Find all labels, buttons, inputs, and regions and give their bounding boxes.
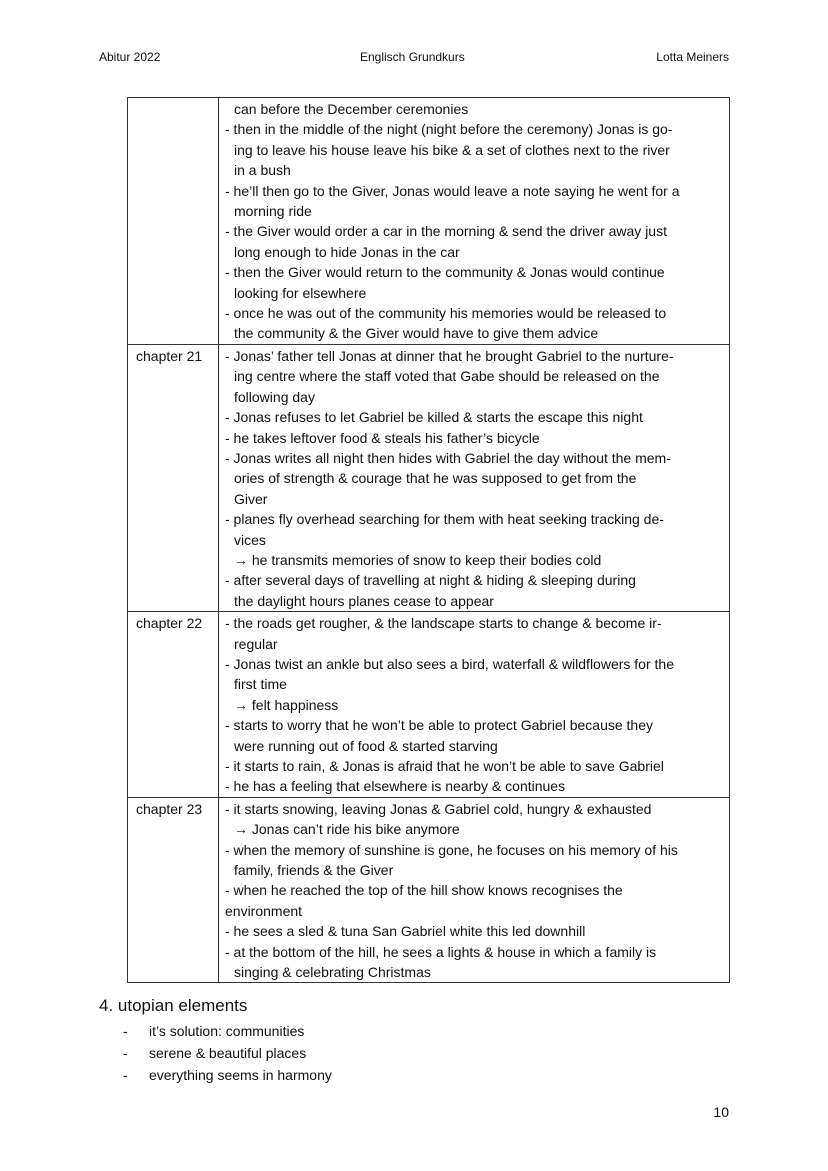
summary-line: singing & celebrating Christmas	[234, 964, 431, 981]
list-item-text: everything seems in harmony	[149, 1067, 332, 1083]
list-dash: -	[123, 1067, 128, 1083]
summary-line: in a bush	[234, 162, 291, 179]
summary-line: ing to leave his house leave his bike & a set of clothes next to the river	[234, 141, 670, 158]
summary-line: - he sees a sled & tuna San Gabriel white this led downhill	[225, 923, 586, 940]
summary-line: - then the Giver would return to the community & Jonas would continue	[225, 264, 665, 281]
summary-cell	[219, 612, 730, 798]
summary-line: - Jonas refuses to let Gabriel be killed & starts the escape this night	[225, 409, 643, 426]
summary-line: → he transmits memories of snow to keep their bodies cold	[234, 551, 602, 568]
summary-line: following day	[234, 388, 315, 405]
summary-line: regular	[234, 635, 278, 652]
summary-line: looking for elsewhere	[234, 284, 367, 301]
header-course: Englisch Grundkurs	[360, 50, 465, 64]
summary-line: - Jonas twist an ankle but also sees a bird, waterfall & wildflowers for the	[225, 655, 674, 672]
summary-line: first time	[234, 676, 287, 693]
summary-line: were running out of food & started starving	[234, 737, 498, 754]
summary-line: → felt happiness	[234, 696, 339, 713]
summary-line: long enough to hide Jonas in the car	[234, 243, 460, 260]
list-item-text: serene & beautiful places	[149, 1045, 307, 1061]
list-dash: -	[123, 1023, 128, 1039]
summary-line: - it starts snowing, leaving Jonas & Gabriel cold, hungry & exhausted	[225, 800, 652, 817]
summary-line: - after several days of travelling at night & hiding & sleeping during	[225, 572, 636, 589]
summary-cell	[219, 98, 730, 345]
summary-line: - he has a feeling that elsewhere is nearby & continues	[225, 778, 566, 795]
table-row	[128, 797, 730, 983]
table-row	[128, 98, 730, 345]
summary-line: vices	[234, 531, 266, 548]
summary-line: - it starts to rain, & Jonas is afraid that he won’t be able to save Gabriel	[225, 758, 664, 774]
summary-line: the daylight hours planes cease to appear	[234, 592, 494, 609]
chapter-cell: chapter 22	[128, 612, 219, 798]
summary-line: - then in the middle of the night (night before the ceremony) Jonas is go-	[225, 121, 673, 138]
page-header	[0, 50, 828, 68]
summary-line: - planes fly overhead searching for them with heat seeking tracking de-	[225, 511, 664, 528]
summary-line: - at the bottom of the hill, he sees a lights & house in which a family is	[225, 943, 657, 960]
list-item-text: it’s solution: communities	[149, 1023, 305, 1039]
summary-line: → Jonas can’t ride his bike anymore	[234, 821, 460, 838]
summary-line: - he takes leftover food & steals his father’s bicycle	[225, 429, 540, 446]
summary-line: - when the memory of sunshine is gone, he focuses on his memory of his	[225, 841, 678, 858]
page-number: 10	[713, 1104, 729, 1120]
summary-line: - Jonas’ father tell Jonas at dinner that he brought Gabriel to the nurture-	[225, 347, 674, 364]
table-row	[128, 344, 730, 611]
chapter-cell: chapter 21	[128, 344, 219, 611]
summary-line: environment	[225, 902, 303, 919]
list-dash: -	[123, 1045, 128, 1061]
summary-line: ing centre where the staff voted that Gabe should be released on the	[234, 368, 660, 385]
header-exam: Abitur 2022	[99, 50, 161, 64]
section-title: 4. utopian elements	[99, 996, 248, 1015]
summary-line: - the Giver would order a car in the morning & send the driver away just	[225, 223, 667, 240]
chapter-cell	[128, 98, 219, 345]
summary-line: the community & the Giver would have to give them advice	[234, 325, 599, 342]
chapter-cell: chapter 23	[128, 797, 219, 983]
table-row	[128, 612, 730, 798]
summary-cell	[219, 797, 730, 983]
summary-line: can before the December ceremonies	[234, 101, 469, 117]
summary-line: morning ride	[234, 203, 312, 220]
summary-line: family, friends & the Giver	[234, 862, 394, 879]
chapter-summary-table	[127, 97, 730, 983]
summary-line: - the roads get rougher, & the landscape starts to change & become ir-	[225, 615, 662, 632]
summary-line: - once he was out of the community his memories would be released to	[225, 305, 667, 322]
summary-line: ories of strength & courage that he was supposed to get from the	[234, 470, 637, 487]
summary-line: - starts to worry that he won’t be able to protect Gabriel because they	[225, 717, 653, 734]
summary-line: - Jonas writes all night then hides with Gabriel the day without the mem-	[225, 449, 671, 466]
summary-cell	[219, 344, 730, 611]
summary-line: Giver	[234, 490, 268, 507]
header-author: Lotta Meiners	[656, 50, 729, 64]
summary-line: - when he reached the top of the hill show knows recognises the	[225, 882, 623, 899]
summary-line: - he’ll then go to the Giver, Jonas would leave a note saying he went for a	[225, 182, 680, 199]
